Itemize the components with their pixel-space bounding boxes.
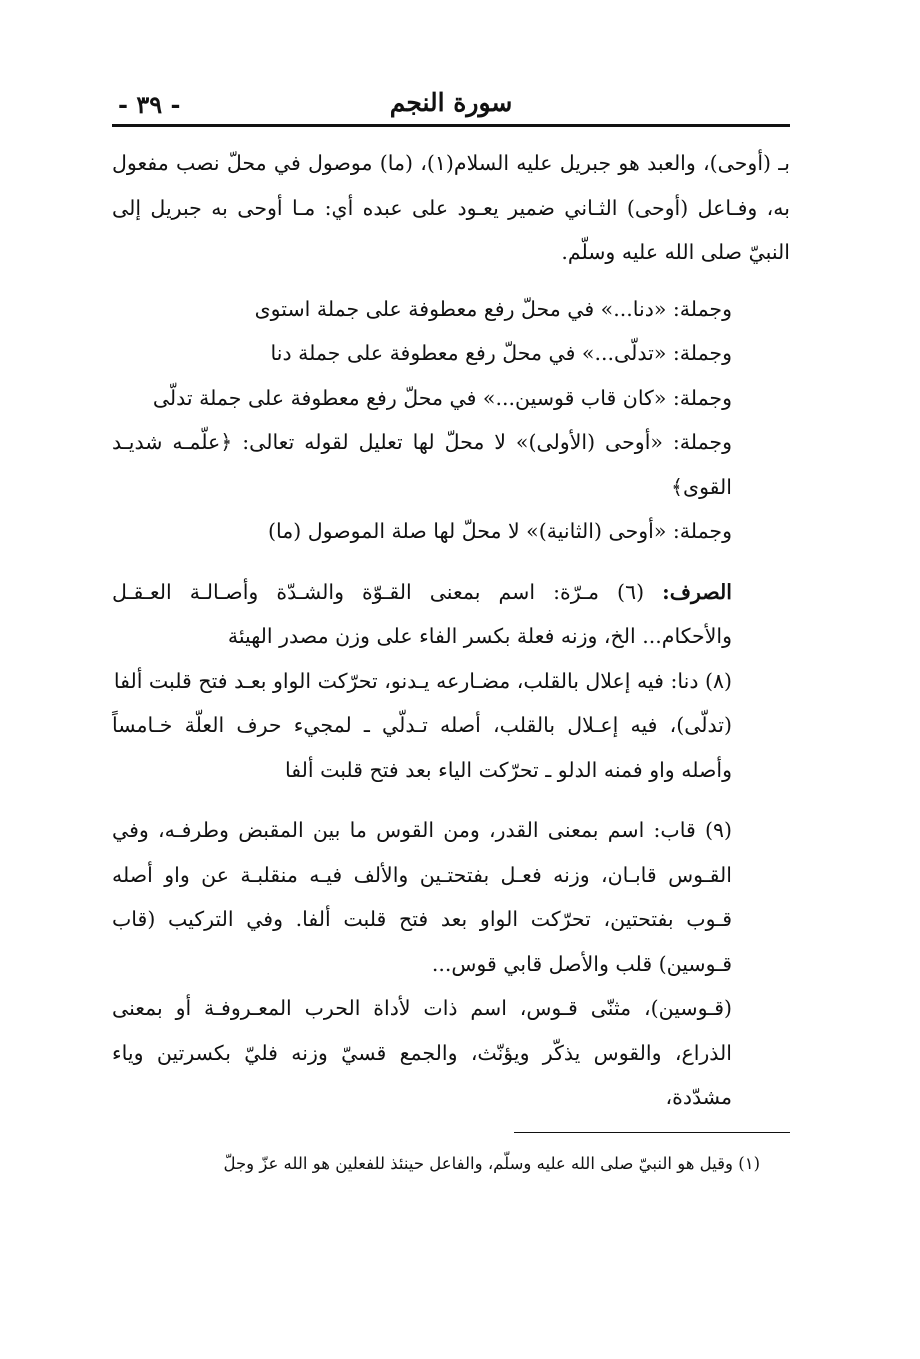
sentence-1: وجملة: «دنا...» في محلّ رفع معطوفة على جملة استوى bbox=[254, 296, 732, 321]
sentence-5: وجملة: «أوحى (الثانية)» لا محلّ لها صلة الموصول (ما) bbox=[268, 519, 732, 543]
main-text bbox=[112, 141, 790, 1120]
footnote: (١) وقيل هو النبيّ صلى الله عليه وسلّم، والفاعل حينئذ للفعلين هو الله عزّ وجلّ bbox=[223, 1153, 760, 1173]
sarf-paragraph-2: (٨) دنا: فيه إعلال بالقلب، مضـارعه يـدنو، تحرّكت الواو بعـد فتح قلبت ألفا bbox=[113, 668, 732, 693]
sentence-2: وجملة: «تدلّى...» في محلّ رفع معطوفة على جملة دنا bbox=[270, 341, 732, 365]
paragraph-intro: بـ (أوحى)، والعبد هو جبريل عليه السلام(١)، (ما) موصول في محلّ نصب مفعول به، وفـاعل (أوحى) الثـاني ضمير يعـود على عبده أي: مـا أوحى به جبريل إلى النبيّ صلى الله عليه وسلّم. bbox=[112, 151, 790, 264]
sarf-label: الصرف: bbox=[662, 579, 732, 604]
sarf-text-1: (٦) مـرّة: اسم بمعنى القـوّة والشـدّة وأصـالـة العـقـل والأحكام... الخ، وزنه فعلة بكسر الفاء على وزن مصدر الهيئة bbox=[112, 579, 732, 648]
sarf-paragraph-3: (تدلّى)، فيه إعـلال بالقلب، أصله تـدلّي ـ لمجيء حرف العلّة خـامساً وأصله واو فمنه الدلو ـ تحرّكت الياء بعد فتح قلبت ألفا bbox=[112, 713, 732, 782]
sarf-paragraph-4: (٩) قاب: اسم بمعنى القدر، ومن القوس ما بين المقبض وطرفـه، وفي القـوس قابـان، وزنه فعـل بفتحتـين والألف فيـه منقلبـة عن واو أصله قـوب بفتحتين، تحرّكت الواو بعد فتح قلبت ألفا. وفي التركيب (قاب قـوسين) قلب والأصل قابي قوس... bbox=[112, 818, 732, 976]
sentence-4: وجملة: «أوحى (الأولى)» لا محلّ لها تعليل لقوله تعالى: ﴿علّمـه شديـد القوى﴾ bbox=[112, 430, 732, 499]
surah-title: سورة النجم bbox=[389, 88, 513, 117]
page-number: - ٣٩ - bbox=[118, 90, 181, 119]
sentence-3: وجملة: «كان قاب قوسين...» في محلّ رفع معطوفة على جملة تدلّى bbox=[152, 385, 732, 410]
page bbox=[112, 86, 790, 1179]
sarf-paragraph-1 bbox=[112, 570, 790, 659]
page-header bbox=[112, 86, 790, 127]
footnote-separator bbox=[514, 1132, 790, 1133]
sarf-paragraph-5: (قـوسين)، مثنّى قـوس، اسم ذات لأداة الحرب المعـروفـة أو بمعنى الذراع، والقوس يذكّر ويؤنّث، والجمع قسيّ وزنه فليّ بكسرتين وياء مشدّدة، bbox=[112, 996, 732, 1109]
